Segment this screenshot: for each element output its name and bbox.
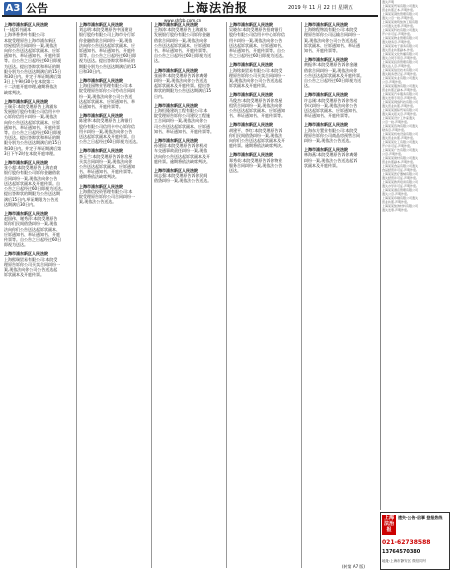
side-notice-line: 遗失经营许可证,声明作废。 <box>382 176 419 180</box>
notice-line: 借款合同纠纷一案,现依法向你 <box>304 67 358 73</box>
notice-line: 上海鼎信投资管理有限公司:本 <box>79 188 133 194</box>
notice-column <box>304 22 374 568</box>
notice-line: 提出答辩状的期限为公告送达期 <box>4 191 60 197</box>
side-notice-line: 上海某某医疗器械有限公司 <box>382 172 419 176</box>
notice-line: 即视为送达。 <box>4 242 28 248</box>
notice-line: 公告送达起诉状副本、应诉通知 <box>154 42 210 48</box>
side-notice-line: 遗失声明 <box>382 0 395 4</box>
notice-title: 上海市浦东新区人民法院 <box>229 62 273 68</box>
notice-line: 用卡纠纷一案,现依法向你公告 <box>79 128 133 134</box>
notice-line: 达。 <box>154 58 162 64</box>
side-notice-line: 遗失税务登记证,声明作废。 <box>382 72 419 76</box>
notice-line: (一)起诉书副本 <box>4 27 32 33</box>
notice-line: 用卡纠纷一案,现依法向你公告 <box>229 37 283 43</box>
notice-line: 为送达。提出答辩状和举证的期 <box>4 63 60 69</box>
notice-line: 公告之日起经过60日即视为送达。 <box>4 186 66 192</box>
notice-title: 上海市浦东新区人民法院 <box>229 152 273 158</box>
notice-line: 孙建国:本院受理原告诉你机动 <box>154 143 208 149</box>
side-notice-line: 公章一枚,声明作废。 <box>382 120 410 124</box>
notice-line: 周志强:本院受理原告诉你民间 <box>154 173 208 179</box>
notice-line: 银行股份有限公司诉你金融借款 <box>4 170 60 176</box>
continued-note: (转第 A7 版) <box>342 564 365 569</box>
notice-line: 上海东方置业有限公司:本院受 <box>304 127 358 133</box>
notice-title: 上海市浦东新区人民法院 <box>304 57 348 63</box>
notice-line: 借款合同纠纷一案,现依法向你 <box>154 37 208 43</box>
notice-line: 案,现依法向你公司公告送达起 <box>304 37 358 43</box>
notice-line: 举证通知书、开庭传票等。 <box>304 113 352 119</box>
notice-item <box>229 22 299 58</box>
notice-line: 发展银行股份有限公司诉你金融 <box>154 32 210 38</box>
notice-line: 公告送达起诉状副本、应诉通知 <box>229 108 285 114</box>
side-notice-line: 营业执照,声明作废。 <box>382 200 410 204</box>
notice-line: 合同纠纷一案,现依法向你公告 <box>4 175 58 181</box>
notice-line: 送达起诉状副本及开庭传票。自 <box>4 180 60 186</box>
notice-line: 起诉状副本及开庭传票。提出答 <box>154 83 210 89</box>
notice-line: 银行股份有限公司上海市分行诉 <box>79 32 135 38</box>
side-notice-line: 上海某某设计工作室遗失 <box>382 116 416 120</box>
notice-title: 上海市浦东新区人民法院 <box>229 22 273 27</box>
notice-title: 上海市浦东新区人民法院 <box>79 78 123 84</box>
notice-line: 向你公告送达起诉状副本、应诉 <box>4 119 60 125</box>
notice-line: 法向你们公告送达起诉状副本、 <box>4 226 60 232</box>
side-notice-line: 遗失营业执照,声明作废。 <box>382 104 416 108</box>
side-notice-line: 上海某某文化传播有限公司 <box>382 52 419 56</box>
side-notice-line: 上海某某酒店管理有限公司 <box>382 188 419 192</box>
notice-line: 自公告之日起经过60日即视为送 <box>154 53 212 59</box>
column-divider <box>151 22 152 568</box>
notice-line: 张丽华:本院受理原告诉你离婚 <box>154 72 208 78</box>
notice-line: 向你公告送达起诉状副本、应诉 <box>4 48 60 54</box>
notice-line: 自公告之日起经过60日即视为送 <box>304 78 362 84</box>
notice-title: 上海市浦东新区人民法院 <box>79 183 123 189</box>
notice-item <box>304 122 374 143</box>
notice-line: 举证通知书、开庭传票等。自公 <box>229 48 285 54</box>
notice-line: 逾期将依法缺席判决。 <box>79 174 119 180</box>
notice-line: 你们民间借贷纠纷一案,现依法 <box>229 132 283 138</box>
notice-column <box>4 22 74 568</box>
notice-item <box>304 57 374 88</box>
notice-item <box>154 168 224 184</box>
column-divider <box>226 22 227 568</box>
column-divider <box>301 22 302 568</box>
notice-line: 诉你们民间借贷纠纷一案,现依 <box>4 221 58 227</box>
side-notice-line: 上海某某教育培训有限公司 <box>382 180 419 184</box>
notice-line: 达起诉状副本、应诉通知书、举 <box>79 98 135 104</box>
notice-line: 王海涛:本院受理原告上海浦东 <box>154 27 208 33</box>
notice-title: 上海市浦东新区人民法院 <box>79 148 123 154</box>
notice-item <box>154 138 224 164</box>
notice-line: 理原告诉你公司商品房预售合同 <box>304 132 360 138</box>
notice-title: 上海市浦东新区人民法院 <box>154 168 198 174</box>
notice-line: 房屋租赁合同纠纷一案,现依法 <box>4 42 58 48</box>
side-notices-column <box>380 0 450 510</box>
side-notice-line: 遗失法人章,声明作废。 <box>382 64 413 68</box>
notice-item <box>79 113 149 144</box>
notice-line: 辩状的期限为公告送达期满后15 <box>154 88 212 94</box>
side-notice-line: 上海某某投资管理有限公司 <box>382 60 419 64</box>
notice-line: 为送达。提出答辩状和举证的期 <box>4 135 60 141</box>
notice-item <box>79 148 149 179</box>
side-notice-line: 上海某某化工有限公司遗失 <box>382 140 419 144</box>
notice-line: 3日上午9时30分在本院第二 <box>4 79 55 85</box>
notice-line: 送达起诉状副本、应诉通知书、 <box>304 108 360 114</box>
notice-line: 向你们公告送达起诉状副本及开 <box>229 138 285 144</box>
notice-line: 传票等。自公告之日起经过60日 <box>4 236 62 242</box>
notice-line: 缺席判决。 <box>4 89 24 95</box>
side-notice-line: 上海某某网络科技有限公司 <box>382 100 419 104</box>
notice-line: 达。 <box>304 83 312 89</box>
advert-title: 遗失·公告·启事 登报热线 <box>398 515 443 520</box>
notice-item <box>4 251 74 277</box>
notice-title: 上海市浦东新区人民法院 <box>229 92 273 98</box>
newspaper-masthead: 上海法治报 <box>183 1 249 15</box>
notice-column <box>154 22 224 568</box>
notice-line: 知书、举证通知书、开庭传票等。 <box>154 128 214 134</box>
notice-line: 日和30日内。 <box>79 68 105 74</box>
notice-line: 十二法庭开庭审理,逾期将依法 <box>4 84 58 90</box>
notice-item <box>304 147 374 168</box>
side-notice-line: 上海某某装饰材料有限公司 <box>382 204 419 208</box>
notice-item <box>229 122 299 148</box>
notice-line: 书、举证通知书、开庭传票等。 <box>229 113 285 119</box>
header-rule <box>2 15 378 17</box>
notice-item <box>4 160 74 207</box>
notice-line: 诉状副本及开庭传票。 <box>4 272 44 278</box>
notice-line: 吴晓东:本院受理原告招商银行 <box>229 27 283 33</box>
notice-line: 书、举证通知书、开庭传票等。 <box>154 48 210 54</box>
notice-line: 送达。 <box>229 168 241 174</box>
notice-line: 院受理原告诉你公司合同纠纷一 <box>79 194 135 200</box>
notice-item <box>229 152 299 173</box>
side-notice-line: 上海某某服饰有限公司遗失 <box>382 84 419 88</box>
notice-title: 上海市浦东新区人民法院 <box>154 138 198 144</box>
notice-line: 服务合同纠纷一案,现依法公告 <box>229 162 283 168</box>
notice-line: 心诉你信用卡纠纷一案,现依法 <box>4 114 58 120</box>
section-title: 公告 <box>26 2 48 15</box>
side-notice-line: 遗失营业执照副本,作废。 <box>382 48 416 52</box>
side-notice-line: 上海某某汽车服务有限公司 <box>382 92 419 96</box>
side-notice-line: 遗失公章,声明作废。 <box>382 192 410 196</box>
notice-line: 应诉通知书、举证通知书、开庭 <box>4 231 60 237</box>
notice-line: 理原告诉你公司买卖合同纠纷一 <box>4 261 60 267</box>
notice-title: 上海市浦东新区人民法院 <box>304 147 348 153</box>
notice-line: 刘志明:本院受理原告中国建设 <box>79 27 133 33</box>
notice-line: 公告送达起诉状副本及开庭传票。 <box>304 72 364 78</box>
notice-line: 林海燕:本院受理原告诉你离婚 <box>304 152 358 158</box>
notice-line: 通知书、举证通知书、开庭传票 <box>4 124 60 130</box>
notice-title: 上海市浦东新区人民法院 <box>79 22 123 27</box>
notice-title: 上海市浦东新区人民法院 <box>304 122 348 128</box>
advert-phone-secondary: 13764570380 <box>382 549 421 555</box>
column-divider <box>76 22 77 568</box>
side-notice-line: 公司遗失发票,声明作废。 <box>382 24 416 28</box>
notice-line: 和30日内。并定于举证期满后第 <box>4 74 62 80</box>
notice-line: 满后15日内,举证期限为公告送 <box>4 196 59 202</box>
notice-title: 上海市浦东新区人民法院 <box>229 122 273 128</box>
notice-line: 庭传票。逾期将依法缺席判决。 <box>229 143 285 149</box>
side-notice-line: 遗失海关报关章,声明作废。 <box>382 112 419 116</box>
notice-line: 上海佳园物业管理有限公司:本 <box>79 83 133 89</box>
notice-line: 赵国伟、谢秀萍:本院受理原告 <box>4 216 58 222</box>
notice-line: 院受理原告诉你公司建设工程施 <box>154 113 210 119</box>
side-notice-line: 遗失办学许可证,声明作废。 <box>382 184 419 188</box>
side-notice-line: 遗失财务章,声明作废。 <box>382 40 413 44</box>
notice-line: 状副本及开庭传票。 <box>304 162 340 168</box>
notice-line: 本院受理原告上海市浦东新区 <box>4 37 56 43</box>
notice-line: 纠纷一案,现依法公告送达起诉 <box>304 157 358 163</box>
side-notice-line: 遗失营业执照,声明作废。 <box>382 136 416 140</box>
issue-date: 2019 年 11 月 22 日 星期五 <box>288 5 353 11</box>
notice-title: 上海市浦东新区人民法院 <box>154 22 198 27</box>
notice-line: 达期满后30日内。 <box>4 201 38 207</box>
notice-line: 诉通知书、举证通知书、开庭传 <box>79 48 135 54</box>
notice-line: 公告之日起经过60日即视为送达。 <box>79 139 141 145</box>
notice-line: 股份有限公司信用卡中心诉你信 <box>79 123 135 129</box>
notice-item <box>154 68 224 99</box>
side-notice-line: 上海某某咨询有限公司遗失 <box>382 124 419 128</box>
notice-line: 纠纷一案,现依法公告送达。 <box>304 138 354 144</box>
side-notice-line: 上海某某物业管理有限公司 <box>382 36 419 40</box>
notice-line: 案,现依法公告送达。 <box>79 199 117 205</box>
notice-line: 理原告诉你公司买卖合同纠纷一 <box>229 72 285 78</box>
side-notice-line: 开户许可证,声明作废。 <box>382 32 413 36</box>
notice-line: 理原告诉你公司运输合同纠纷一 <box>304 32 360 38</box>
notice-line: 纠纷一案,现依法向你公告送达 <box>154 78 208 84</box>
notice-title: 上海市浦东新区人民法院 <box>4 160 48 166</box>
side-notice-line: 上海某某机电设备有限公司 <box>382 132 419 136</box>
notice-line: 上海铭泰贸易有限公司:本院受 <box>229 67 283 73</box>
side-notice-line: 财务章,声明作废。 <box>382 128 407 132</box>
notice-line: 上海熙瑞贸易有限公司:本院受 <box>4 256 58 262</box>
notice-line: 郑秀英:本院受理原告诉你物业 <box>229 157 283 163</box>
side-notice-line: 上海某某印刷有限公司遗失 <box>382 196 419 200</box>
notice-line: 庭传票。逾期将依法缺席判决。 <box>154 158 210 164</box>
side-notice-line: 上海某某信息技术有限公司 <box>382 68 419 72</box>
notice-line: 期限分别为公告送达期满后的15 <box>79 63 137 69</box>
notice-line: 陈建华:本院受理原告上海银行 <box>79 118 133 124</box>
side-notice-line: 上海某某广告有限公司遗失 <box>382 148 419 152</box>
notice-line: 案,现依法向你公司公告送达起 <box>4 266 58 272</box>
notice-line: 李玉兰:本院受理原告诉你房屋 <box>79 153 133 159</box>
notice-line: 3日下午2时在本院开庭审理。 <box>4 150 58 156</box>
notice-line: 法向你公告送达起诉状副本、应 <box>79 42 135 48</box>
notice-title: 上海市浦东新区人民法院 <box>4 98 48 104</box>
notice-title: 上海市浦东新区人民法院 <box>4 210 48 216</box>
notice-line: 和30日内。并定于举证期满后第 <box>4 145 62 151</box>
notice-line: 租赁合同纠纷一案,现依法向你 <box>229 102 283 108</box>
side-notice-line: 营业执照正副本,声明作废。 <box>382 88 419 92</box>
notice-line: 上海恒隆建筑工程有限公司:本 <box>154 108 208 114</box>
notice-title: 上海市浦东新区人民法院 <box>4 22 48 27</box>
side-notice-line: 上海某某建材有限公司遗失 <box>382 156 419 160</box>
notice-line: 限分别为公告送达期满后的15日 <box>4 68 62 74</box>
notice-column <box>229 22 299 568</box>
notice-title: 上海市浦东新区人民法院 <box>304 92 348 98</box>
side-notice-line: 上海某某餐饮管理有限公司 <box>382 12 419 16</box>
notice-line: 证通知书、开庭传票等。 <box>79 104 123 110</box>
notice-line: 胡建平、李红:本院受理原告诉 <box>229 127 283 133</box>
advert-phone: 021-62738588 <box>382 539 431 546</box>
notice-column <box>79 22 149 568</box>
side-notice-line: 上海某某国际贸易有限公司 <box>382 108 419 112</box>
notice-line: 上海华香茶叶有限公司: <box>4 32 46 38</box>
side-notice-line: 上海某某贸易有限公司遗失 <box>382 4 419 8</box>
side-notice-line: 公章,声明作废。 <box>382 80 404 84</box>
advert-footer: 地址:上海市静安区 微信同号 <box>382 559 427 563</box>
notice-line: 股份有限公司信用卡中心诉你信 <box>229 32 285 38</box>
side-notice-line: 营业执照副本,声明作废。 <box>382 160 416 164</box>
side-notice-line: 上海某某实业有限公司遗失 <box>382 76 419 80</box>
notice-line: 争议纠纷一案,现依法向你公告 <box>304 102 358 108</box>
notice-title: 上海市浦东新区人民法院 <box>79 113 123 119</box>
notice-title: 上海市浦东新区人民法院 <box>154 102 198 108</box>
side-notice-line: 营业执照正本,声明作废。 <box>382 8 416 12</box>
notice-line: 告之日起经过60日即视为送达。 <box>229 53 287 59</box>
notice-line: 上海锦程物流有限公司:本院受 <box>304 27 358 33</box>
notice-line: 马俊杰:本院受理原告诉你房屋 <box>229 97 283 103</box>
notice-line: 知书、开庭传票等。 <box>304 48 340 54</box>
notice-line: 司公告送达起诉状副本、应诉通 <box>154 123 210 129</box>
advert-badge: 上海法治报 <box>383 515 394 533</box>
notice-line: 等。自公告之日起经过60日即视 <box>4 130 62 136</box>
notice-line: 公告送达起诉状副本、应诉通知 <box>79 164 135 170</box>
side-notice-line: 公章,声明作废。 <box>382 152 404 156</box>
notice-item <box>79 22 149 74</box>
notice-item <box>229 92 299 118</box>
notice-line: 纷一案,现依法向你公司公告送 <box>79 93 133 99</box>
notice-line: 你金融借款合同纠纷一案,现依 <box>79 37 133 43</box>
side-notice-line: 遗失合同专用章,声明作废。 <box>382 56 419 60</box>
notice-line: 借贷纠纷一案,现依法公告送达。 <box>154 178 212 184</box>
notice-item <box>4 99 74 156</box>
notice-line: 许志刚:本院受理原告诉你劳动 <box>304 97 358 103</box>
notice-line: 张小超:本院受理原告上海农商 <box>4 165 58 171</box>
notice-line: 通知书、举证通知书、开庭传票 <box>4 53 60 59</box>
notice-line: 送达起诉状副本、应诉通知书、 <box>229 42 285 48</box>
advert-box <box>380 512 450 570</box>
notice-line: 发展银行股份有限公司信用卡中 <box>4 109 60 115</box>
notice-title: 上海市浦东新区人民法院 <box>304 22 348 27</box>
website-url: www.shfzb.com.cn <box>164 18 202 23</box>
side-notice-line: 遗失公章一枚,声明作废。 <box>382 16 416 20</box>
notice-line: 案,现依法向你公司公告送达起 <box>229 78 283 84</box>
notice-title: 上海市浦东新区人民法院 <box>4 251 48 257</box>
notice-item <box>79 78 149 109</box>
side-notice-line: 上海某某电子商务有限公司 <box>382 44 419 48</box>
notice-line: 等。自公告之日起经过60日即视 <box>4 58 62 64</box>
notice-line: 院受理原告诉你公司劳动合同纠 <box>79 88 135 94</box>
notice-item <box>154 103 224 134</box>
side-notice-line: 上海某某科技有限公司遗失 <box>382 28 419 32</box>
notice-line: 法向你公告送达起诉状副本及开 <box>154 153 210 159</box>
notice-line: 工合同纠纷一案,现依法向你公 <box>154 118 208 124</box>
side-notice-line: 遗失发票,声明作废。 <box>382 208 410 212</box>
notice-line: 送达起诉状副本及开庭传票。自 <box>79 134 135 140</box>
notice-line: 日内。 <box>154 93 166 99</box>
notice-line: 车交通事故责任纠纷一案,现依 <box>154 148 208 154</box>
notice-line: 诉状副本、应诉通知书、举证通 <box>304 42 360 48</box>
notice-item <box>79 184 149 205</box>
notice-line: 票等。自公告之日起经过60日即 <box>79 53 137 59</box>
notice-line: 黄振华:本院受理原告诉你金融 <box>304 62 358 68</box>
notice-item <box>4 211 74 247</box>
notice-item <box>4 22 74 95</box>
notice-line: 视为送达。提出答辩状和举证的 <box>79 58 135 64</box>
notice-line: 诉状副本及开庭传票。 <box>229 83 269 89</box>
section-logo: A3 <box>5 3 21 14</box>
notice-item <box>304 22 374 53</box>
notice-line: 王瑞芬:本院受理原告上海浦东 <box>4 104 58 110</box>
notice-title: 上海市浦东新区人民法院 <box>154 67 198 73</box>
side-notice-line: 上海某某食品有限公司遗失 <box>382 164 419 168</box>
side-notice-line: 食品经营许可证,声明作废。 <box>382 168 419 172</box>
notice-line: 买卖合同纠纷一案,现依法向你 <box>79 158 133 164</box>
notice-line: 限分别为公告送达期满后的15日 <box>4 140 62 146</box>
side-notice-line: 上海某某建筑装饰工程有限 <box>382 20 419 24</box>
notice-item <box>304 92 374 118</box>
notice-line: 书、举证通知书、开庭传票等。 <box>79 169 135 175</box>
side-notice-line: 遗失发票专用章,声明作废。 <box>382 96 419 100</box>
side-notice-line: 开户许可证,声明作废。 <box>382 144 413 148</box>
notice-item <box>229 62 299 88</box>
notice-item <box>154 22 224 64</box>
